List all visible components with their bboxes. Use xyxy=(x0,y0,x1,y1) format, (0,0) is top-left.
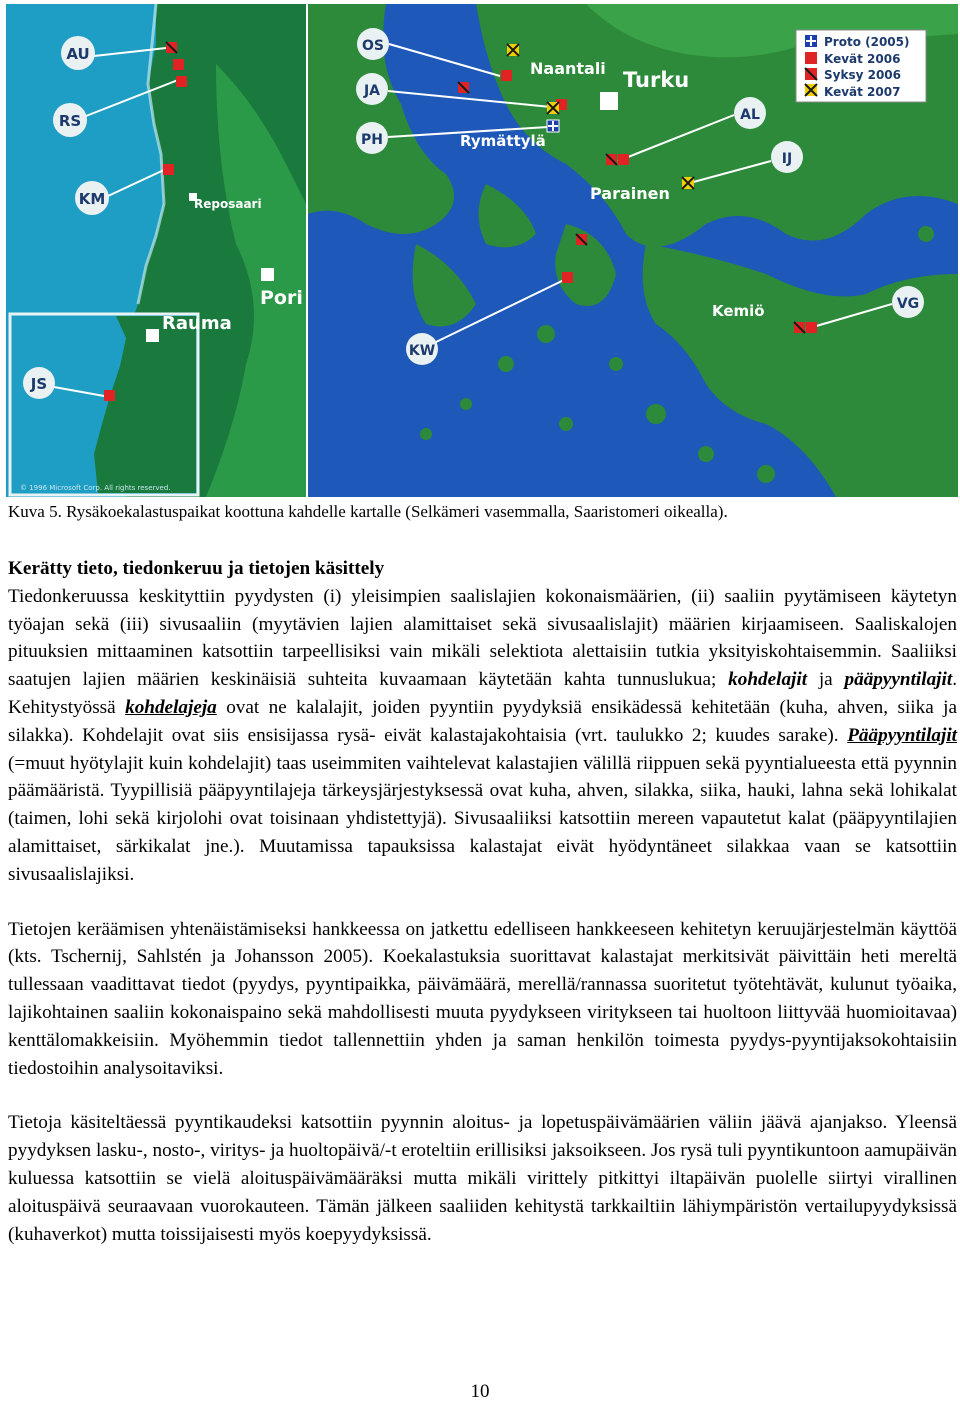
marker-kevat-2007 xyxy=(682,177,694,189)
figure-caption: Kuva 5. Rysäkoekalastuspaikat koottuna kahdelle kartalle (Selkämeri vasemmalla, Saaristomeri oikealla). xyxy=(8,502,728,521)
svg-text:KW: KW xyxy=(408,343,436,359)
svg-text:Parainen: Parainen xyxy=(590,184,670,203)
section-heading: Kerätty tieto, tiedonkeruu ja tietojen käsittely xyxy=(8,558,385,579)
term-paapyyntilajit-underlined: Pääpyyntilajit xyxy=(847,724,957,746)
svg-text:Syksy 2006: Syksy 2006 xyxy=(824,68,901,82)
marker-kevat-2006 xyxy=(806,322,817,333)
marker-syksy-2006 xyxy=(606,154,617,165)
svg-text:Proto (2005): Proto (2005) xyxy=(824,35,910,49)
map-copyright: © 1996 Microsoft Corp. All rights reserved. xyxy=(20,484,171,492)
marker-proto-2005 xyxy=(547,120,559,132)
svg-text:Rauma: Rauma xyxy=(162,313,232,334)
svg-text:Rymättylä: Rymättylä xyxy=(460,132,546,150)
svg-text:Pori: Pori xyxy=(260,287,303,309)
site-al-badge xyxy=(734,97,766,129)
site-vg-badge xyxy=(892,286,924,318)
site-ph-badge xyxy=(356,122,388,154)
paragraph-3: Tietoja käsiteltäessä pyyntikaudeksi katsottiin pyynnin aloitus- ja lopetuspäivämäärien väliin jäävä ajanjakso. Yleensä pyydyksen lasku-, nosto-, viritys- ja huoltopäivä/-t eroteltiin erillisiksi jaksoikseen. Jos rysä tuli pyyntikuntoon aamupäivän kuluessa katsottiin se vielä aloituspäivämääräksi mutta mikäli virittely pitkittyi iltapäivän puolelle siirtyi virallinen aloituspäivä seuraavaan vuorokauteen. Tämän jälkeen saaliiden kehitystä tarkkailtiin lähiympäristön vertailupyydyksissä (kuhaverkot) mutta toissijaisesti myös koepyydyksissä. xyxy=(8,1112,957,1245)
town-marker xyxy=(600,92,618,110)
svg-text:Kevät 2006: Kevät 2006 xyxy=(824,52,901,66)
svg-text:JA: JA xyxy=(363,83,381,99)
marker-syksy-2006 xyxy=(794,322,805,333)
section-body xyxy=(8,555,957,1248)
marker-kevat-2006 xyxy=(173,59,184,70)
site-km-badge xyxy=(75,181,109,215)
svg-text:VG: VG xyxy=(896,296,920,312)
svg-text:JS: JS xyxy=(30,375,48,393)
svg-text:RS: RS xyxy=(58,112,82,130)
marker-syksy-2006 xyxy=(576,234,587,245)
term-paapyyntilajit: pääpyyntilajit xyxy=(844,669,953,691)
svg-text:Kevät 2007: Kevät 2007 xyxy=(824,85,901,99)
left-map-panel xyxy=(6,4,306,497)
site-au-badge xyxy=(61,36,95,70)
site-kw-badge xyxy=(406,333,438,365)
paragraph-2: Tietojen keräämisen yhtenäistämiseksi hankkeessa on jatkettu edelliseen hankkeeseen kehitetyn keruujärjestelmän käyttöä (kts. Tschernij, Sahlstén ja Johansson 2005). Koekalastuksia suorittavat kalastajat merkitsivät päivittäin heti mereltä tullessaan vaadittavat tiedot (pyydys, pyyntipaikka, päivämäärä, merellä/rannassa suoritetut työtehtävät, kulunut työaika, lajikohtainen saaliin kokonaispaino sekä mahdollisesti muuta pyydykseen viritykseen tai huoltoon liittyvää huomioitavaa) kenttälomakkeisiin. Myöhemmin tiedot tallennettiin yhden ja saman henkilön toimesta pyydys-pyyntijaksokohtaisiin tiedostoihin analysoitaviksi. xyxy=(8,918,957,1079)
site-rs-badge xyxy=(53,103,87,137)
svg-text:AL: AL xyxy=(740,107,760,123)
marker-kevat-2006 xyxy=(501,70,512,81)
term-kohdelajeja: kohdelajeja xyxy=(125,696,217,718)
marker-syksy-2006 xyxy=(458,82,469,93)
site-ja-badge xyxy=(356,73,388,105)
svg-text:AU: AU xyxy=(66,45,90,63)
right-map-panel xyxy=(308,4,958,497)
site-ij-badge xyxy=(771,141,803,173)
svg-text:KM: KM xyxy=(78,190,106,208)
marker-kevat-2006 xyxy=(163,164,174,175)
term-kohdelajit: kohdelajit xyxy=(728,669,808,691)
svg-text:Reposaari: Reposaari xyxy=(194,197,262,211)
site-os-badge xyxy=(357,28,389,60)
paragraph-1: Tiedonkeruussa keskityttiin pyydysten (i) yleisimpien saalislajien kokonaismäärien, (ii) saaliin pyytämiseen käytetyn työajan sekä (iii) sivusaaliin (myytävien lajien alamittaiset sekä sivusaalislajit) määrien kirjaamiseen. Saaliskalojen pituuksien mittaaminen katsottiin tarpeellisiksi vain mikäli selektiota alettaisiin tutkia yksityiskohtaisemmin. Saaliiksi saatujen lajien määrien keskinäisiä suhteita kuvaamaan käytetään kahta tunnuslukua; kohdelajit ja pääpyyntilajit. Kehitystyössä kohdelajeja ovat ne kalalajit, joiden pyyntiin pyydyksiä ensikädessä kehitetään (kuha, ahven, siika ja silakka). Kohdelajit ovat siis ensisijassa rysä- eivät kalastajakohtaisia (vrt. taulukko 2; kuudes sarake). Pääpyyntilajit (=muut hyötylajit kuin kohdelajit) taas useimmiten vaihtelevat kalastajien välillä riippuen sekä pyyntialueesta että pyynnin päämääristä. Tyypillisiä pääpyyntilajeja tärkeysjärjestyksessä ovat kuha, ahven, silakka, siika, hauki, lahna sekä lohikalat (taimen, lohi sekä kirjolohi ovat toisinaan yhdistettyjä). Sivusaaliiksi katsottiin mereen vapautetut kalat (pääpyyntilajien alamittaiset, särkikalat jne.). Muutamissa tapauksissa kalastajat eivät hyödyntäneet silakkaa vaan se katsottiin sivusaalislajiksi. xyxy=(8,585,957,885)
svg-text:Naantali: Naantali xyxy=(530,59,606,78)
page-number: 10 xyxy=(470,1381,490,1402)
svg-text:PH: PH xyxy=(361,132,383,148)
svg-text:OS: OS xyxy=(362,38,384,54)
marker-kevat-2006 xyxy=(562,272,573,283)
marker-kevat-2006 xyxy=(618,154,629,165)
svg-text:Turku: Turku xyxy=(623,68,690,92)
town-marker xyxy=(261,268,274,281)
marker-kevat-2006 xyxy=(104,390,115,401)
svg-text:IJ: IJ xyxy=(781,151,793,167)
svg-text:Kemiö: Kemiö xyxy=(712,302,765,320)
marker-kevat-2007 xyxy=(507,44,519,56)
town-marker xyxy=(146,329,159,342)
map-figure xyxy=(6,4,958,497)
site-js-badge xyxy=(23,367,55,399)
map-legend xyxy=(796,30,926,102)
marker-kevat-2006 xyxy=(176,76,187,87)
marker-kevat-2007 xyxy=(547,102,559,114)
